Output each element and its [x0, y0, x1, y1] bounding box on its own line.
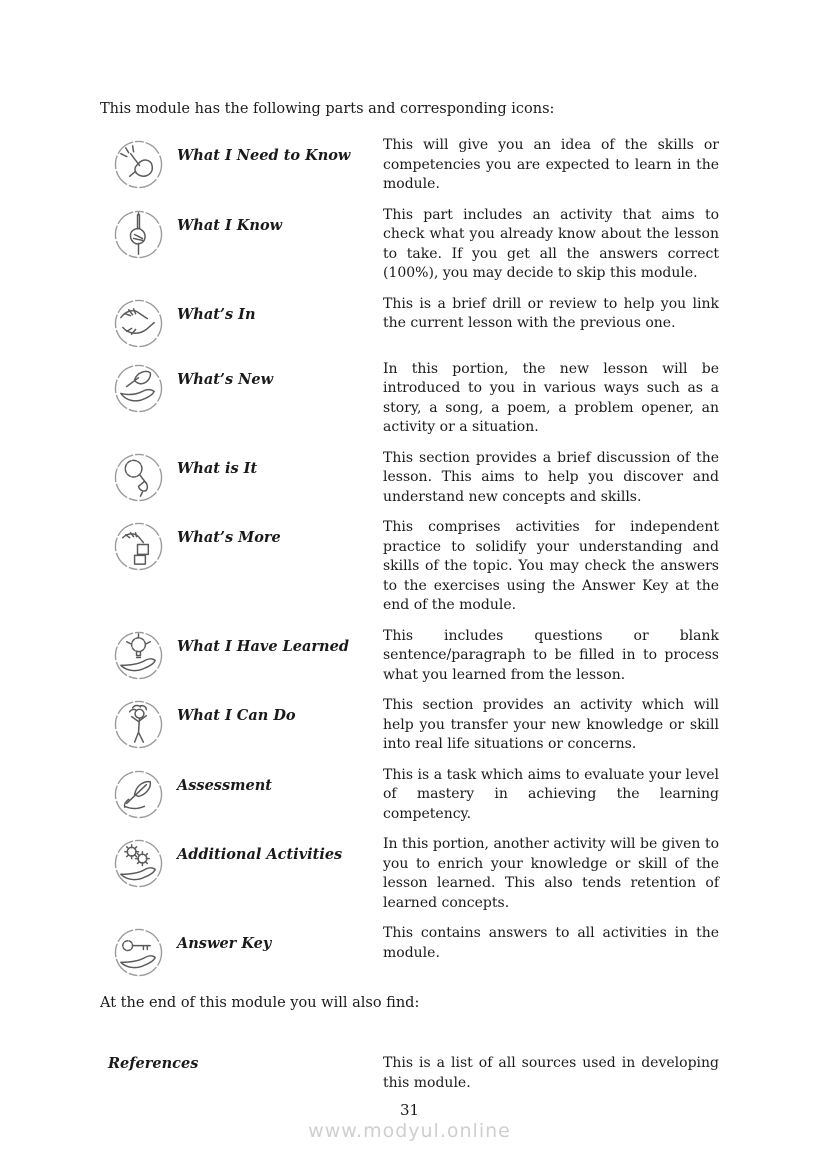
writing-quill-icon: [113, 769, 164, 820]
linking-hands-icon: [113, 298, 164, 349]
growing-person-icon: [113, 699, 164, 750]
part-label: Assessment: [177, 776, 272, 794]
hand-holding-pencil-icon: [113, 209, 164, 260]
part-label: Answer Key: [177, 935, 272, 952]
module-part-row: [100, 696, 719, 755]
part-label: What’s New: [177, 370, 274, 388]
page-number: 31: [399, 1101, 420, 1119]
watermark: www.modyul.online: [308, 1120, 511, 1142]
stacking-blocks-icon: [113, 521, 164, 572]
part-label: What I Know: [177, 216, 283, 234]
references-row: [100, 1054, 719, 1093]
references-description: This is a list of all sources used in developing this module.: [383, 1055, 719, 1091]
module-part-row: [100, 206, 719, 284]
page-footer: [100, 1101, 719, 1169]
module-part-row: [100, 627, 719, 686]
part-label: What’s More: [177, 529, 281, 546]
gears-over-hand-icon: [113, 838, 164, 889]
part-description: This section provides an activity which will help you transfer your new knowledge or skill into real life situations or concerns.: [383, 697, 719, 752]
part-label: What is It: [177, 459, 258, 477]
module-part-row: [100, 835, 719, 913]
part-description: This part includes an activity that aims to check what you already know about the lesson to take. If you get all the answers correct (100%), you may decide to skip this module.: [383, 206, 719, 281]
part-label: What’s In: [177, 305, 256, 323]
module-part-row: [100, 295, 719, 349]
module-part-row: [100, 449, 719, 508]
module-part-row: [100, 518, 719, 616]
part-label: Additional Activities: [177, 846, 343, 863]
part-label: What I Need to Know: [177, 147, 351, 164]
part-label: What I Can Do: [177, 707, 296, 724]
module-part-row: [100, 766, 719, 825]
part-description: In this portion, the new lesson will be introduced to you in various ways such as a story, a song, a poem, a problem opener, an activity or a situation.: [383, 360, 719, 435]
part-description: This contains answers to all activities in the module.: [383, 925, 719, 961]
part-description: This is a task which aims to evaluate your level of mastery in achieving the learning competency.: [383, 766, 719, 822]
module-parts-list: [100, 136, 719, 989]
references-label: References: [108, 1055, 199, 1072]
hand-with-leaf-icon: [113, 363, 164, 414]
key-over-hand-icon: [113, 927, 164, 978]
part-description: This section provides a brief discussion of the lesson. This aims to help you discover and understand new concepts and skills.: [383, 449, 719, 505]
outro-text: At the end of this module you will also find:: [100, 995, 420, 1011]
pointing-hand-icon: [113, 139, 164, 190]
module-part-row: [100, 360, 719, 438]
part-description: This comprises activities for independent practice to solidify your understanding and skills of the topic. You may check the answers to the exercises using the Answer Key at the end of the module.: [383, 519, 719, 613]
part-description: This is a brief drill or review to help you link the current lesson with the previous one.: [383, 295, 719, 331]
module-part-row: [100, 136, 719, 195]
part-description: This will give you an idea of the skills or competencies you are expected to learn in the module.: [383, 137, 719, 192]
magnifying-glass-icon: [113, 452, 164, 503]
part-description: In this portion, another activity will be given to you to enrich your knowledge or skill of the lesson learned. This also tends retention of learned concepts.: [383, 836, 719, 911]
module-part-row: [100, 924, 719, 978]
lightbulb-over-hand-icon: [113, 630, 164, 681]
intro-text: This module has the following parts and corresponding icons:: [100, 101, 555, 117]
part-label: What I Have Learned: [177, 637, 349, 655]
part-description: This includes questions or blank sentence/paragraph to be filled in to process what you learned from the lesson.: [383, 627, 719, 683]
